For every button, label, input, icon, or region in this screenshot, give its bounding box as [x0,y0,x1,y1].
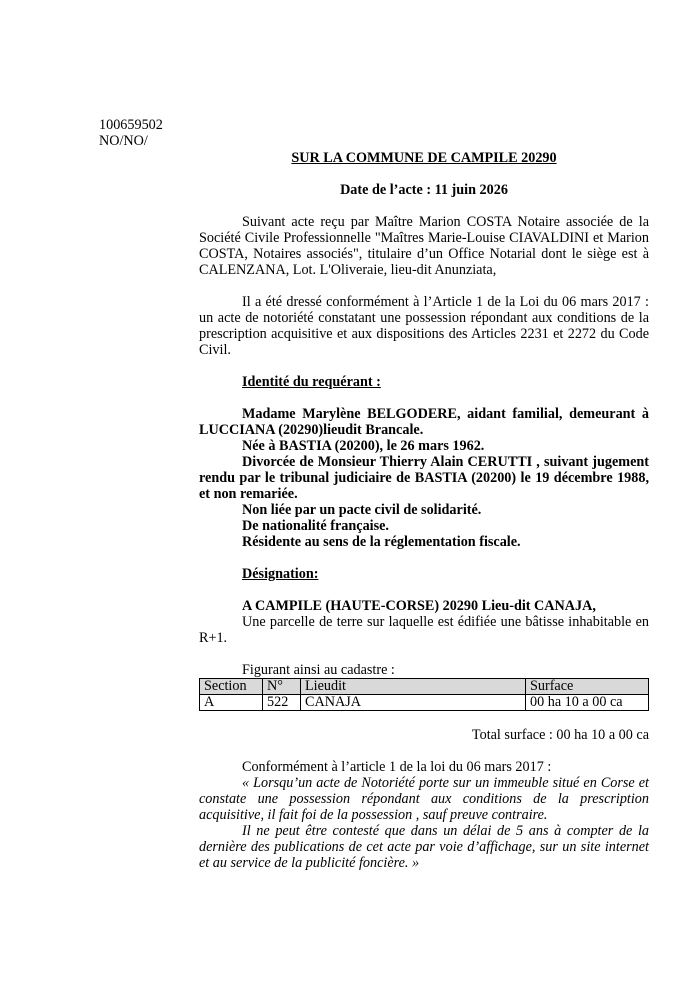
requerant-pacs: Non liée par un pacte civil de solidarité. [242,502,482,518]
header-section: Section [200,679,263,695]
cadastre-table [199,678,649,711]
requerant-birth: Née à BASTIA (20200), le 26 mars 1962. [242,438,485,454]
header-number: N° [263,679,301,695]
reference-block [99,117,163,149]
header-surface: Surface [526,679,649,695]
cell-section: A [200,695,263,711]
cell-lieudit: CANAJA [301,695,526,711]
designation-heading: Désignation: [242,566,319,582]
reference-number: 100659502 [99,117,163,133]
act-date: Date de l’acte : 11 juin 2026 [340,182,508,198]
table-row [200,695,649,711]
requerant-nationality: De nationalité française. [242,518,389,534]
requerant-divorce: Divorcée de Monsieur Thierry Alain CERUTTI , suivant jugement rendu par le tribunal judiciaire de BASTIA (20200) le 19 décembre 1988, et non remariée. [199,454,649,502]
cadastre-header-row [200,679,649,695]
requerant-heading: Identité du requérant : [242,374,381,390]
cell-surface: 00 ha 10 a 00 ca [526,695,649,711]
designation-location: A CAMPILE (HAUTE-CORSE) 20290 Lieu-dit CANAJA, [242,598,596,614]
legal-quote-2: Il ne peut être contesté que dans un délai de 5 ans à compter de la dernière des publications de cet acte par voie d’affichage, sur un site internet et au service de la publicité foncière. » [199,823,649,871]
reference-code: NO/NO/ [99,133,148,149]
document-title: SUR LA COMMUNE DE CAMPILE 20290 [291,150,557,166]
header-lieudit: Lieudit [301,679,526,695]
legal-intro: Conformément à l’article 1 de la loi du 06 mars 2017 : [242,759,552,775]
statement-paragraph: Il a été dressé conformément à l’Article 1 de la Loi du 06 mars 2017 : un acte de notoriété constatant une possession répondant aux conditions de la prescription acquisitive et aux dispositions des Articles 2231 et 2272 du Code Civil. [199,294,649,358]
legal-quote-1: « Lorsqu’un acte de Notoriété porte sur un immeuble situé en Corse et constate une possession répondant aux conditions de la prescription acquisitive, il fait foi de la possession , sauf preuve contraire. [199,775,649,823]
total-surface: Total surface : 00 ha 10 a 00 ca [471,727,649,743]
requerant-residence: Résidente au sens de la réglementation fiscale. [242,534,521,550]
cell-number: 522 [263,695,301,711]
requerant-name: Madame Marylène BELGODERE, aidant familial, demeurant à LUCCIANA (20290)lieudit Brancale. [199,406,649,438]
cadastre-intro: Figurant ainsi au cadastre : [242,662,395,678]
intro-paragraph: Suivant acte reçu par Maître Marion COSTA Notaire associée de la Société Civile Professionnelle "Maîtres Marie-Louise CIAVALDINI et Marion COSTA, Notaires associés", titulaire d’un Office Notarial dont le siège est à CALENZANA, Lot. L'Oliveraie, lieu-dit Anunziata, [199,214,649,278]
document-body [199,150,649,871]
designation-description: Une parcelle de terre sur laquelle est édifiée une bâtisse inhabitable en R+1. [199,614,649,646]
